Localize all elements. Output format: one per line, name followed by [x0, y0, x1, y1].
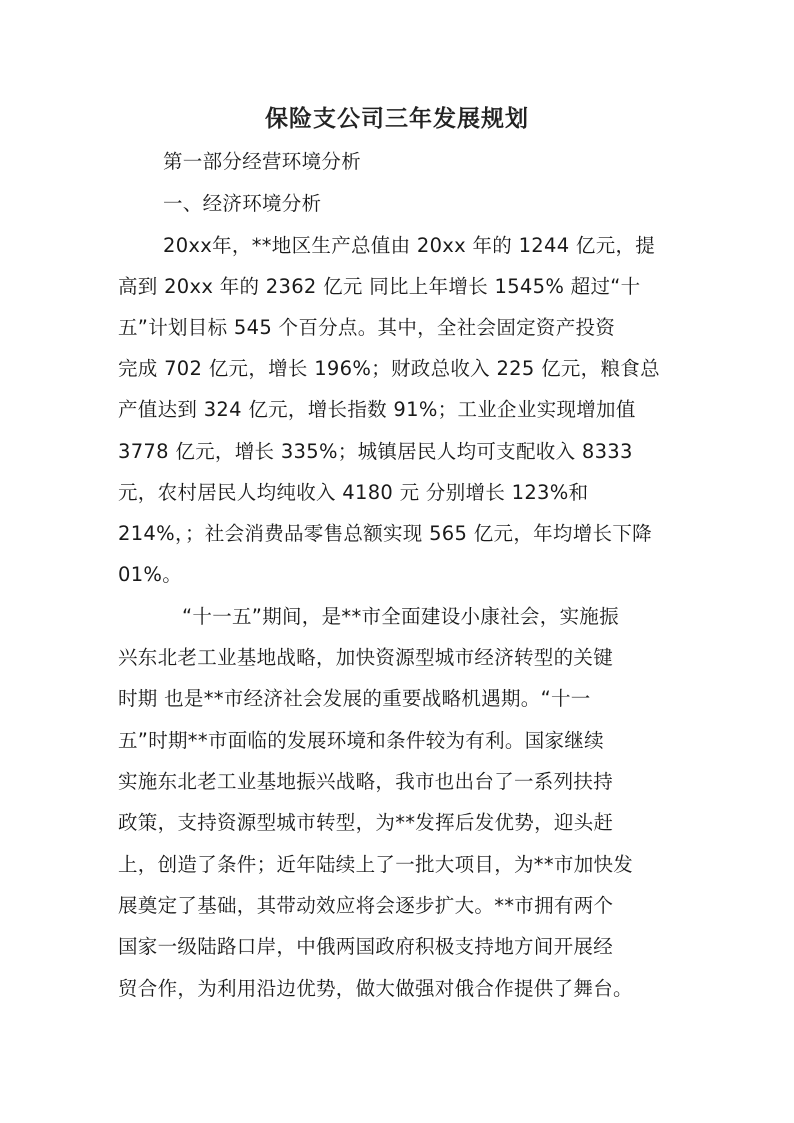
paragraph-line: 上，创造了条件；近年陆续上了一批大项目，为**市加快发 [118, 853, 634, 876]
paragraph-line: 20xx年，**地区生产总值由 20xx 年的 1244 亿元，提 [163, 234, 656, 257]
paragraph-line: 贸合作，为利用沿边优势，做大做强对俄合作提供了舞台。 [118, 977, 633, 1000]
paragraph-line: 元，农村居民人均纯收入 4180 元 分别增长 123%和 [118, 481, 589, 504]
paragraph-line: 国家一级陆路口岸，中俄两国政府积极支持地方间开展经 [118, 935, 614, 958]
paragraph-line: 3778 亿元，增长 335%；城镇居民人均可支配收入 8333 [118, 440, 633, 463]
paragraph-line: 五”时期**市面临的发展环境和条件较为有利。国家继续 [118, 729, 604, 752]
paragraph-line: 展奠定了基础，其带动效应将会逐步扩大。**市拥有两个 [118, 894, 614, 917]
paragraph-line: 产值达到 324 亿元，增长指数 91%；工业企业实现增加值 [118, 398, 636, 421]
paragraph-line: “十一五”期间，是**市全面建设小康社会，实施振 [182, 605, 619, 628]
paragraph-line: 实施东北老工业基地振兴战略，我市也出台了一系列扶持 [118, 770, 614, 793]
paragraph-line: 214%，；社会消费品零售总额实现 565 亿元，年均增长下降 [118, 522, 652, 545]
part-heading: 第一部分经营环境分析 [163, 150, 362, 173]
paragraph-line: 政策，支持资源型城市转型，为**发挥后发优势，迎头赶 [118, 811, 614, 834]
paragraph-line: 五”计划目标 545 个百分点。其中，全社会固定资产投资 [118, 316, 616, 339]
paragraph-line: 01%。 [118, 563, 183, 586]
document-title: 保险支公司三年发展规划 [265, 105, 529, 132]
paragraph-line: 时期 也是**市经济社会发展的重要战略机遇期。“十一 [118, 687, 591, 710]
paragraph-line: 兴东北老工业基地战略，加快资源型城市经济转型的关键 [118, 646, 614, 669]
paragraph-line: 完成 702 亿元，增长 196%；财政总收入 225 亿元，粮食总 [118, 357, 660, 380]
paragraph-line: 高到 20xx 年的 2362 亿元 同比上年增长 1545% 超过“十 [118, 275, 641, 298]
section-heading: 一、经济环境分析 [163, 192, 322, 215]
